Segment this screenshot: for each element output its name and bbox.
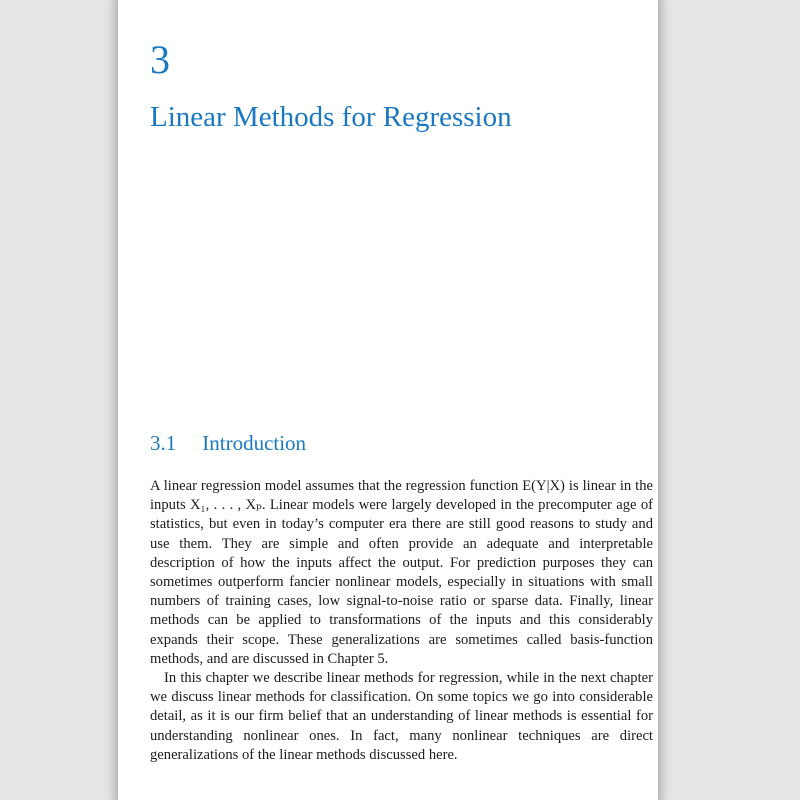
- chapter-number: 3: [150, 37, 170, 82]
- body-paragraph: In this chapter we describe linear methods for regression, while in the next chapter we discuss linear methods for classification. On some topics we go into considerable detail, as it is our firm belief that an understanding of linear methods is essential for understanding nonlinear ones. In fact, many nonlinear techniques are direct generalizations of the linear methods discussed here.: [150, 669, 653, 763]
- document-page: [118, 0, 658, 800]
- body-paragraph: A linear regression model assumes that the regression function E(Y|X) is linear in the inputs X₁, . . . , Xₚ. Linear models were largely developed in the precomputer age of statistics, but even in today’s computer era there are still good reasons to study and use them. They are simple and often provide an adequate and interpretable description of how the inputs affect the output. For prediction purposes they can sometimes outperform fancier nonlinear models, especially in situations with small numbers of training cases, low signal-to-noise ratio or sparse data. Finally, linear methods can be applied to transformations of the inputs and this considerably expands their scope. These generalizations are sometimes called basis-function methods, and are discussed in Chapter 5.: [150, 477, 653, 667]
- section-title: Introduction: [202, 430, 307, 455]
- section-number: 3.1: [150, 430, 177, 455]
- body-text: [150, 477, 653, 765]
- chapter-title: Linear Methods for Regression: [150, 101, 512, 133]
- page-content: [118, 0, 658, 765]
- section-heading: [150, 431, 653, 456]
